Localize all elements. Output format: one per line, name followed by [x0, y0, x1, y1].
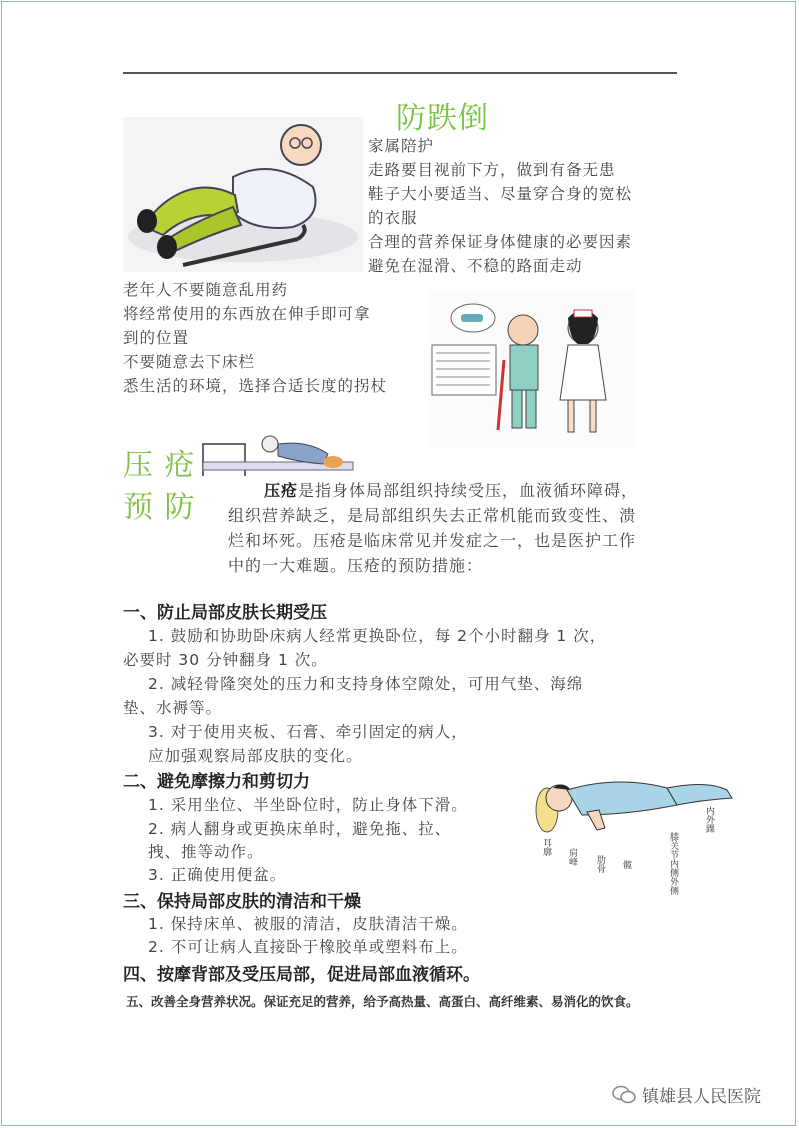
- intro-text: 中的一大难题。压疮的预防措施：: [228, 556, 484, 575]
- h1-item: 应加强观察局部皮肤的变化。: [148, 747, 363, 765]
- heading-5: 五、改善全身营养状况。保证充足的营养，给予高热量、高蛋白、高纤维素、易消化的饮食。: [126, 994, 639, 1009]
- intro-text: 组织营养缺乏，是局部组织失去正常机能而致变性、溃: [228, 506, 637, 525]
- h2-item: 3. 正确使用便盆。: [148, 866, 287, 884]
- h2-item: 1. 采用坐位、半坐卧位时，防止身体下滑。: [148, 796, 468, 814]
- ulcer-title-line2: 预 防: [123, 490, 196, 525]
- nurse-elderly-illustration: [428, 290, 636, 448]
- h2-item: 2. 病人翻身或更换床单时，避免拖、拉、: [148, 820, 452, 838]
- intro-text: 烂和坏死。压疮是临床常见并发症之一，也是医护工作: [228, 531, 637, 550]
- heading-3: 三、保持局部皮肤的清洁和干燥: [123, 892, 361, 912]
- fall-tip: 鞋子大小要适当、尽量穿合身的宽松: [368, 185, 633, 203]
- body-label: 肩峰: [567, 848, 577, 866]
- fall-tip: 避免在湿滑、不稳的路面走动: [368, 257, 583, 275]
- fall-tips-left: [123, 278, 387, 398]
- top-rule: [123, 72, 677, 74]
- h3-item: 2. 不可让病人直接卧于橡胶单或塑料布上。: [148, 938, 468, 956]
- h1-item: 3. 对于使用夹板、石膏、牵引固定的病人，: [148, 723, 468, 741]
- fall-tip: 的衣服: [368, 209, 418, 227]
- fall-tip: 将经常使用的东西放在伸手即可拿: [123, 305, 371, 323]
- ulcer-intro: [228, 478, 638, 578]
- body-label: 肋骨: [595, 855, 605, 873]
- watermark: [612, 1082, 761, 1107]
- body-label: 膝关节内侧外侧: [668, 832, 678, 895]
- watermark-text: 镇雄县人民医院: [642, 1087, 761, 1107]
- h1-item: 1. 鼓励和协助卧床病人经常更换卧位，每 2个小时翻身 1 次，: [148, 627, 607, 645]
- body-label: 耳廓: [541, 838, 551, 856]
- h3-item: 1. 保持床单、被服的清洁，皮肤清洁干燥。: [148, 915, 468, 933]
- body-label: 内外踝: [704, 806, 714, 833]
- fall-title: 防跌倒: [396, 101, 489, 136]
- fall-tip: 走路要目视前下方，做到有备无患: [368, 161, 616, 179]
- h1-item: 必要时 30 分钟翻身 1 次。: [123, 651, 328, 669]
- wechat-icon: [612, 1085, 636, 1105]
- fall-tip: 到的位置: [123, 329, 190, 347]
- bedridden-illustration: [198, 432, 363, 478]
- fall-tips-right: [368, 134, 632, 278]
- ulcer-title-line1: 压 疮: [123, 448, 196, 483]
- h1-item: 垫、水褥等。: [123, 699, 223, 717]
- fall-tip: 老年人不要随意乱用药: [123, 281, 289, 299]
- h1-item: 2. 减轻骨隆突处的压力和支持身体空隙处，可用气垫、海绵: [148, 675, 584, 693]
- fall-tip: 悉生活的环境，选择合适长度的拐杖: [123, 377, 388, 395]
- heading-1: 一、防止局部皮肤长期受压: [123, 603, 327, 623]
- h2-item: 拽、推等动作。: [148, 843, 264, 861]
- intro-text: 是指身体局部组织持续受压，血液循环障碍，: [298, 481, 639, 500]
- fall-tip: 不要随意去下床栏: [123, 353, 256, 371]
- heading-4: 四、按摩背部及受压局部，促进局部血液循环。: [123, 965, 480, 985]
- fallen-elderly-illustration: [123, 117, 363, 272]
- fall-tip: 家属陪护: [368, 137, 435, 155]
- heading-2: 二、避免摩擦力和剪切力: [123, 772, 310, 792]
- body-label: 髋: [621, 860, 631, 869]
- ulcer-term: 压疮: [264, 481, 299, 500]
- fall-tip: 合理的营养保证身体健康的必要因素: [368, 233, 633, 251]
